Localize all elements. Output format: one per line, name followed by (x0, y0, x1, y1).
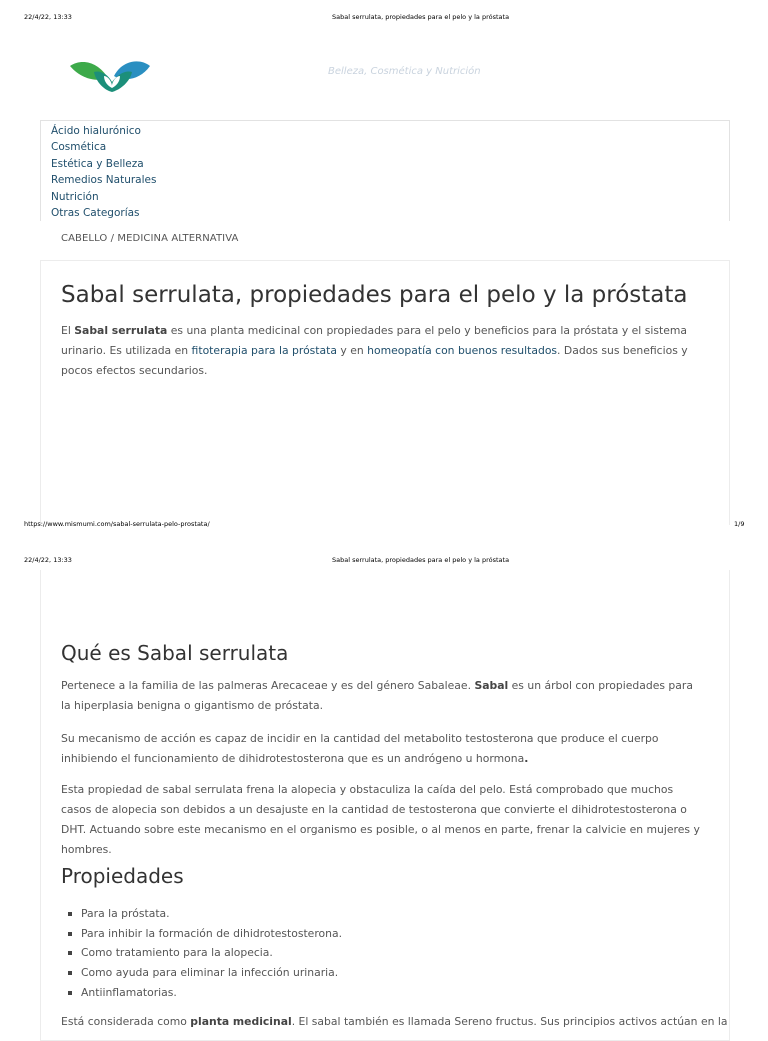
properties-list (68, 904, 342, 1003)
intro-text: . Dados sus beneficios y pocos efectos secundarios. (61, 344, 688, 377)
breadcrumb[interactable]: CABELLO / MEDICINA ALTERNATIVA (61, 233, 239, 244)
article-title: Sabal serrulata, propiedades para el pelo y la próstata (61, 282, 688, 308)
intro-text: y en (337, 344, 368, 357)
list-item: Como tratamiento para la alopecia. (68, 943, 342, 963)
nav-item-remedios-naturales[interactable]: Remedios Naturales (51, 174, 157, 187)
section-heading-propiedades: Propiedades (61, 864, 184, 888)
print-date: 22/4/22, 13:33 (24, 556, 72, 564)
paragraph (61, 1012, 728, 1032)
list-item: Antiinflamatorias. (68, 983, 342, 1003)
paragraph-bold: Sabal (474, 679, 509, 692)
intro-text: El (61, 324, 75, 337)
nav-item-cosmetica[interactable]: Cosmética (51, 141, 107, 154)
paragraph (61, 729, 701, 769)
site-tagline: Belleza, Cosmética y Nutrición (328, 66, 481, 77)
paragraph-text: es un árbol con propiedades para la hiperplasia benigna o gigantismo de próstata. (61, 679, 693, 712)
paragraph-text: . El sabal también es llamada Sereno fructus. Sus principios activos actúan en la (291, 1015, 728, 1028)
print-page: 1/9 (734, 520, 745, 528)
article-intro (61, 321, 701, 381)
link-homeopatia[interactable]: homeopatía con buenos resultados (367, 344, 558, 357)
section-heading-que-es: Qué es Sabal serrulata (61, 641, 289, 665)
print-title: Sabal serrulata, propiedades para el pelo y la próstata (332, 556, 510, 564)
paragraph-text: Pertenece a la familia de las palmeras Arecaceae y es del género Sabaleae. (61, 679, 475, 692)
list-item: Como ayuda para eliminar la infección urinaria. (68, 963, 342, 983)
nav-item-otras-categorias[interactable]: Otras Categorías (51, 207, 140, 220)
nav-item-acido-hialuronico[interactable]: Ácido hialurónico (51, 125, 141, 137)
paragraph-text: Está considerada como (61, 1015, 191, 1028)
paragraph: Esta propiedad de sabal serrulata frena la alopecia y obstaculiza la caída del pelo. Está comprobado que muchos casos de alopecia son debidos a un desajuste en la cantidad de testosterona que convierte el dihidrotestosterona o DHT. Actuando sobre este mecanismo en el organismo es posible, o al menos en parte, frenar la calvicie en mujeres y hombres. (61, 783, 700, 856)
intro-bold: Sabal serrulata (74, 324, 168, 337)
link-fitoterapia[interactable]: fitoterapia para la próstata (191, 344, 337, 357)
nav-item-nutricion[interactable]: Nutrición (51, 190, 99, 203)
print-url: https://www.mismumi.com/sabal-serrulata-pelo-prostata/ (24, 520, 210, 528)
site-logo[interactable] (68, 52, 152, 94)
list-item: Para la próstata. (68, 904, 342, 924)
intro-text: es una planta medicinal con propiedades para el pelo y beneficios para la próstata y el sistema urinario. Es utilizada en (61, 324, 687, 357)
print-date: 22/4/22, 13:33 (24, 13, 72, 21)
nav-item-estetica-belleza[interactable]: Estética y Belleza (51, 157, 144, 170)
list-item: Para inhibir la formación de dihidrotestosterona. (68, 924, 342, 944)
paragraph-bold: . (524, 752, 529, 765)
category-nav (40, 120, 730, 221)
paragraph (61, 676, 701, 716)
paragraph-text: Su mecanismo de acción es capaz de incidir en la cantidad del metabolito testosterona que produce el cuerpo inhibiendo el funcionamiento de dihidrotestosterona que es un andrógeno u hormona (61, 732, 659, 765)
print-title: Sabal serrulata, propiedades para el pelo y la próstata (332, 13, 510, 21)
paragraph-bold: planta medicinal (190, 1015, 292, 1028)
